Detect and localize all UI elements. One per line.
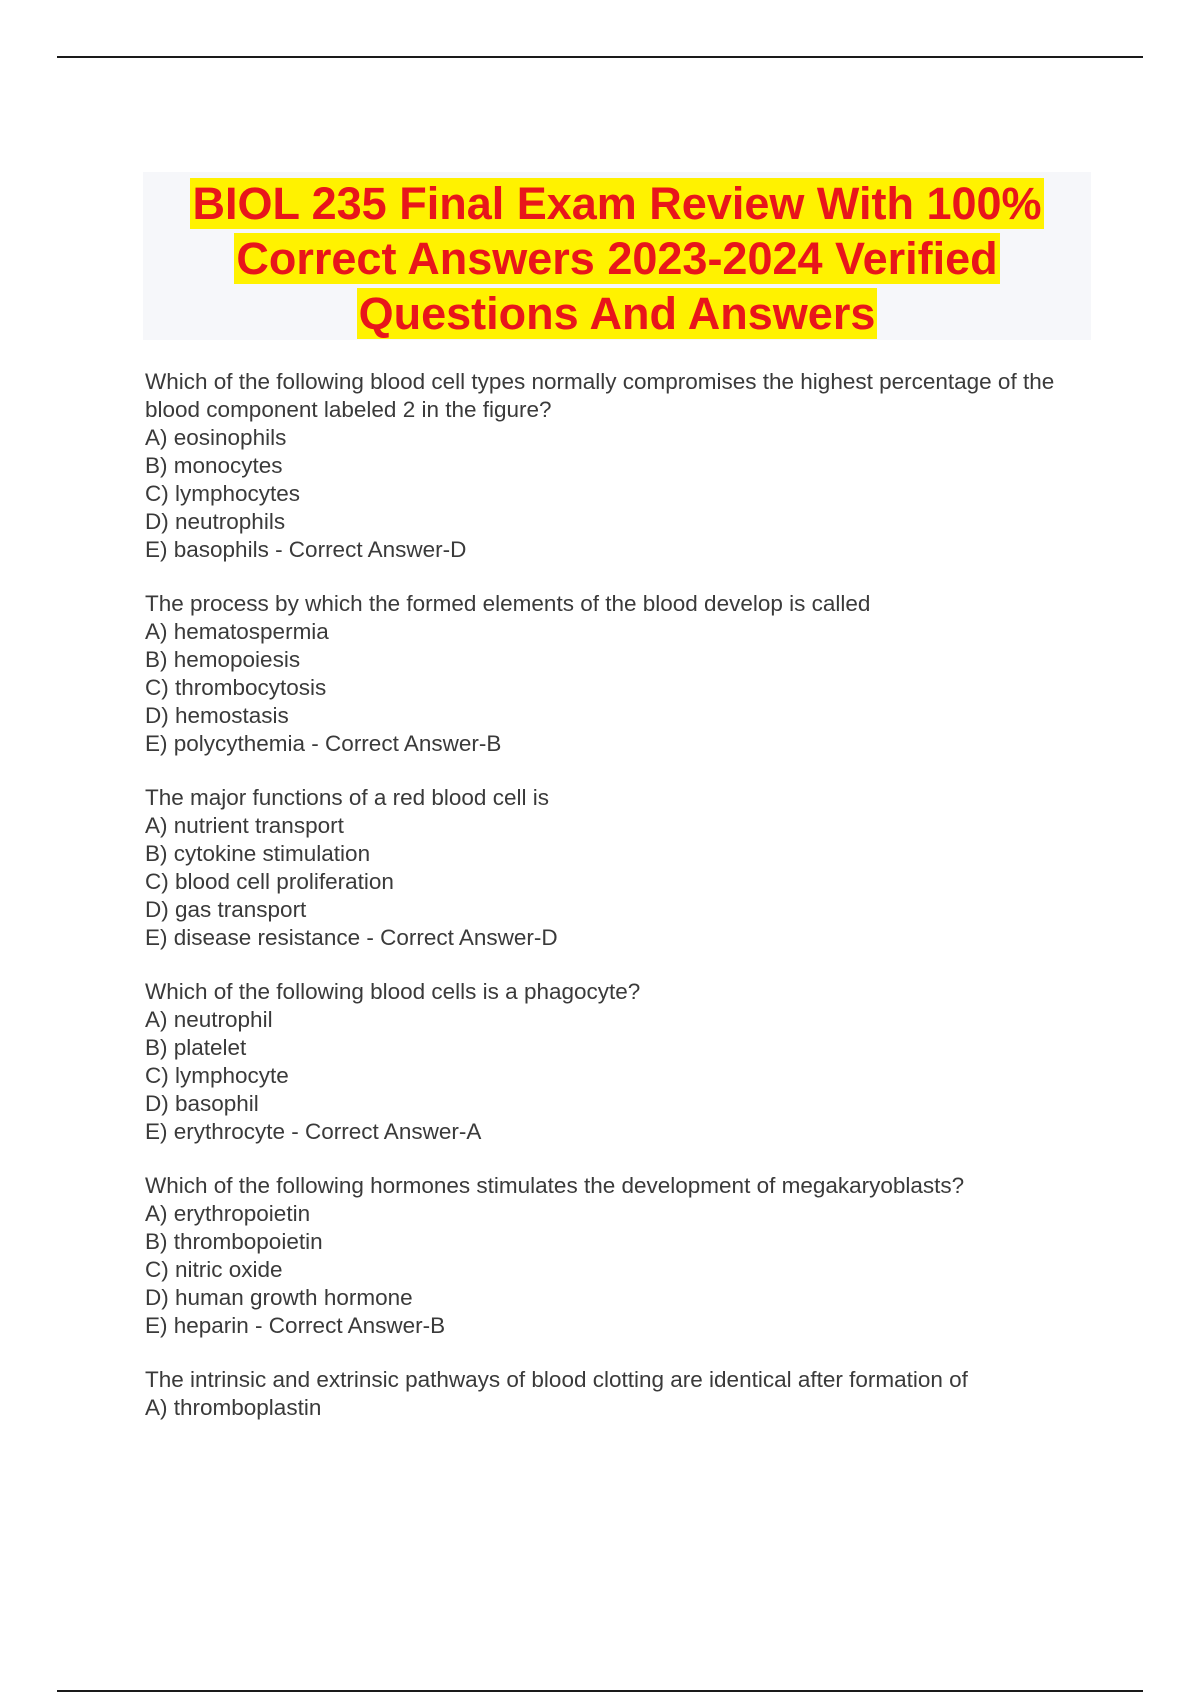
answer-option: A) thromboplastin <box>145 1395 322 1420</box>
question-text: The intrinsic and extrinsic pathways of blood clotting are identical after formation of <box>145 1367 968 1392</box>
answer-option: B) monocytes <box>145 453 283 478</box>
answer-option: D) gas transport <box>145 897 307 922</box>
answer-option: B) thrombopoietin <box>145 1229 323 1254</box>
question-text: Which of the following hormones stimulates the development of megakaryoblasts? <box>145 1173 965 1198</box>
answer-option: A) nutrient transport <box>145 813 344 838</box>
question-1 <box>145 368 1095 564</box>
answer-option: C) lymphocytes <box>145 481 301 506</box>
answer-option: C) blood cell proliferation <box>145 869 394 894</box>
answer-option: A) erythropoietin <box>145 1201 311 1226</box>
answer-option: D) basophil <box>145 1091 259 1116</box>
question-4 <box>145 978 1095 1146</box>
question-2 <box>145 590 1095 758</box>
question-6 <box>145 1366 1095 1422</box>
question-list <box>145 368 1095 1448</box>
answer-option: A) eosinophils <box>145 425 287 450</box>
answer-option: B) cytokine stimulation <box>145 841 371 866</box>
answer-option: E) basophils - Correct Answer-D <box>145 537 467 562</box>
answer-option: E) disease resistance - Correct Answer-D <box>145 925 558 950</box>
bottom-rule <box>57 1690 1143 1692</box>
title-box <box>143 172 1091 340</box>
answer-option: C) thrombocytosis <box>145 675 327 700</box>
title-line: Correct Answers 2023-2024 Verified <box>236 233 998 284</box>
answer-option: B) platelet <box>145 1035 247 1060</box>
answer-option: C) nitric oxide <box>145 1257 283 1282</box>
question-text: Which of the following blood cell types normally compromises the highest percentage of the blood component labeled 2 in the figure? <box>145 369 1055 422</box>
title-line: Questions And Answers <box>358 288 876 339</box>
answer-option: A) hematospermia <box>145 619 329 644</box>
question-text: The process by which the formed elements of the blood develop is called <box>145 591 871 616</box>
title-line: BIOL 235 Final Exam Review With 100% <box>192 178 1042 229</box>
question-5 <box>145 1172 1095 1340</box>
question-3 <box>145 784 1095 952</box>
document-title <box>143 172 1091 341</box>
question-text: Which of the following blood cells is a phagocyte? <box>145 979 641 1004</box>
answer-option: B) hemopoiesis <box>145 647 301 672</box>
top-rule <box>57 56 1143 58</box>
answer-option: E) polycythemia - Correct Answer-B <box>145 731 502 756</box>
answer-option: E) erythrocyte - Correct Answer-A <box>145 1119 482 1144</box>
answer-option: C) lymphocyte <box>145 1063 289 1088</box>
question-text: The major functions of a red blood cell is <box>145 785 549 810</box>
answer-option: A) neutrophil <box>145 1007 273 1032</box>
answer-option: D) human growth hormone <box>145 1285 413 1310</box>
answer-option: D) hemostasis <box>145 703 289 728</box>
answer-option: E) heparin - Correct Answer-B <box>145 1313 446 1338</box>
answer-option: D) neutrophils <box>145 509 286 534</box>
